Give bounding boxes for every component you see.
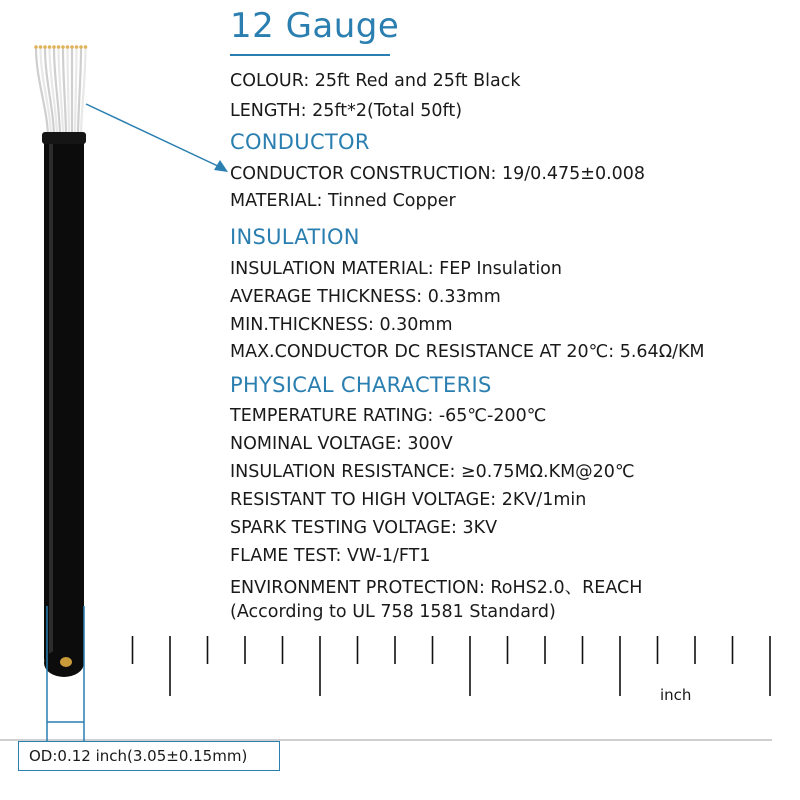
strand-tip — [61, 45, 65, 49]
strand-tip — [52, 45, 56, 49]
heading-insulation: INSULATION — [230, 225, 360, 249]
spec-nominal-voltage: NOMINAL VOLTAGE: 300V — [230, 434, 453, 454]
exposed-strands — [34, 45, 87, 138]
spec-dc-resistance: MAX.CONDUCTOR DC RESISTANCE AT 20℃: 5.64Ω/KM — [230, 342, 705, 362]
strand — [68, 48, 70, 138]
strand-tip — [57, 45, 61, 49]
pointer-arrow-line — [86, 104, 222, 168]
strand-tip — [34, 45, 38, 49]
spec-high-voltage: RESISTANT TO HIGH VOLTAGE: 2KV/1min — [230, 490, 587, 510]
spec-min-thickness: MIN.THICKNESS: 0.30mm — [230, 315, 453, 335]
title-underline — [230, 54, 390, 56]
page-title: 12 Gauge — [230, 6, 400, 46]
spec-environment-protection: ENVIRONMENT PROTECTION: RoHS2.0、REACH — [230, 578, 643, 598]
spec-conductor-construction: CONDUCTOR CONSTRUCTION: 19/0.475±0.008 — [230, 164, 646, 184]
od-label-box — [18, 741, 280, 771]
ruler-unit-label: inch — [660, 686, 692, 704]
strand-tip — [66, 45, 70, 49]
strand-tip — [48, 45, 52, 49]
strand-tip — [75, 45, 79, 49]
spec-spark-testing: SPARK TESTING VOLTAGE: 3KV — [230, 518, 498, 538]
spec-temperature-rating: TEMPERATURE RATING: -65℃-200℃ — [230, 406, 547, 426]
strand-tip — [43, 45, 47, 49]
spec-standard-note: (According to UL 758 1581 Standard) — [230, 602, 556, 622]
spec-insulation-resistance: INSULATION RESISTANCE: ≥0.75MΩ.KM@20℃ — [230, 462, 635, 482]
cable-collar — [42, 132, 86, 144]
strand-tip — [39, 45, 43, 49]
spec-flame-test: FLAME TEST: VW-1/FT1 — [230, 546, 431, 566]
copper-tip — [60, 657, 72, 667]
heading-physical: PHYSICAL CHARACTERIS — [230, 373, 492, 397]
od-label: OD:0.12 inch(3.05±0.15mm) — [29, 747, 248, 765]
strand-tip — [79, 45, 83, 49]
spec-average-thickness: AVERAGE THICKNESS: 0.33mm — [230, 287, 501, 307]
spec-material: MATERIAL: Tinned Copper — [230, 191, 456, 211]
cable-highlight — [49, 140, 53, 655]
strand-tip — [70, 45, 74, 49]
heading-conductor: CONDUCTOR — [230, 130, 370, 154]
spec-length: LENGTH: 25ft*2(Total 50ft) — [230, 101, 463, 121]
strand-tip — [84, 45, 88, 49]
strand — [75, 48, 77, 138]
spec-insulation-material: INSULATION MATERIAL: FEP Insulation — [230, 259, 562, 279]
spec-colour: COLOUR: 25ft Red and 25ft Black — [230, 71, 521, 91]
